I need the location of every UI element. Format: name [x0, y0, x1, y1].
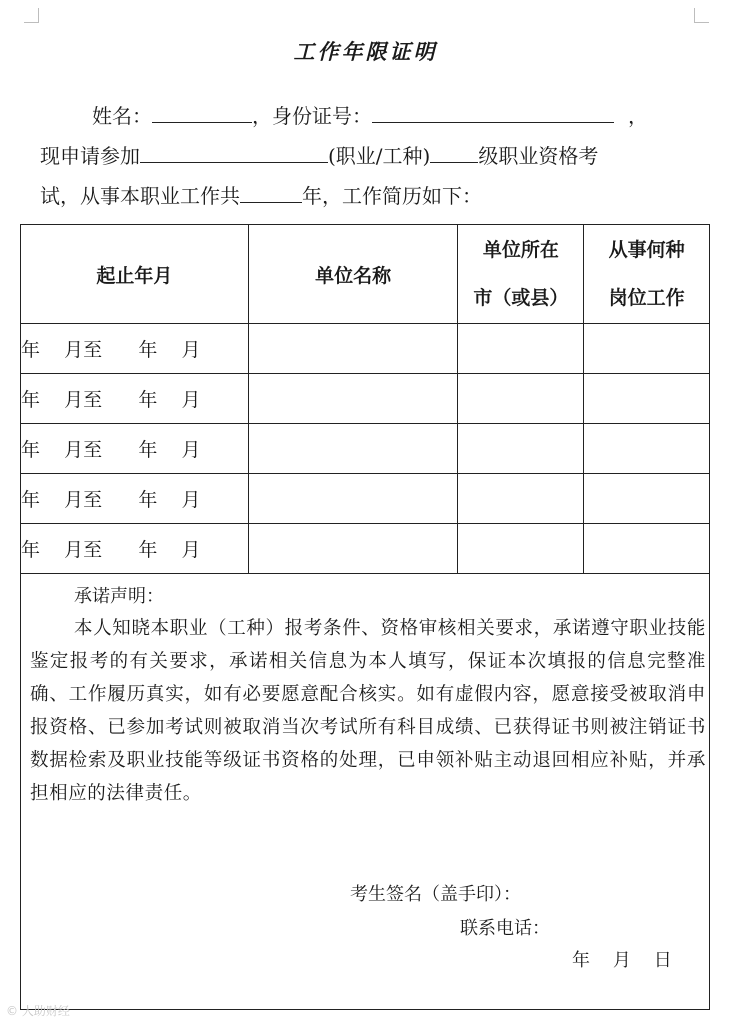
position-cell[interactable]: [584, 524, 710, 574]
level-blank[interactable]: [430, 142, 478, 163]
signature-label: 考生签名（盖手印）：: [350, 884, 521, 905]
document-title: 工作年限证明: [293, 39, 438, 64]
name-label: 姓名：: [92, 104, 152, 128]
years-blank[interactable]: [240, 182, 302, 203]
years-label: 试，从事本职业工作共: [40, 184, 240, 208]
commitment-title: 承诺声明：: [74, 586, 164, 607]
id-label: ，身份证号：: [252, 104, 372, 128]
date-range-cell[interactable]: 年 月至 年 月: [21, 424, 249, 474]
table-row: [21, 474, 710, 524]
header-position-line1: 从事何种: [608, 239, 685, 261]
date-label: 年 月 日: [572, 950, 672, 971]
occupation-label: (职业/工种): [328, 144, 431, 168]
unit-city-cell[interactable]: [458, 524, 584, 574]
name-blank[interactable]: [152, 102, 252, 123]
date-range-cell[interactable]: 年 月至 年 月: [21, 524, 249, 574]
position-cell[interactable]: [584, 324, 710, 374]
unit-name-cell[interactable]: [248, 474, 458, 524]
position-cell[interactable]: [584, 424, 710, 474]
unit-name-cell[interactable]: [248, 374, 458, 424]
unit-city-cell[interactable]: [458, 324, 584, 374]
table-row: [21, 524, 710, 574]
apply-label: 现申请参加: [40, 144, 140, 168]
date-range-cell[interactable]: 年 月至 年 月: [21, 374, 249, 424]
work-history-table: [20, 224, 710, 574]
phone-label: 联系电话：: [460, 918, 550, 939]
table-row: [21, 374, 710, 424]
intro-line-2: [40, 140, 598, 169]
unit-name-cell[interactable]: [248, 324, 458, 374]
level-label: 级职业资格考: [478, 144, 599, 168]
header-unit-name: 单位名称: [248, 225, 458, 324]
intro-line-1: [92, 100, 648, 129]
header-period: 起止年月: [21, 225, 249, 324]
date-range-cell[interactable]: 年 月至 年 月: [21, 324, 249, 374]
resume-label: 年，工作简历如下：: [302, 184, 482, 208]
header-unit-city-line2: 市（或县）: [473, 287, 569, 309]
unit-name-cell[interactable]: [248, 524, 458, 574]
table-row: [21, 424, 710, 474]
unit-city-cell[interactable]: [458, 374, 584, 424]
commitment-body: 本人知晓本职业（工种）报考条件、资格审核相关要求，承诺遵守职业技能鉴定报考的有关要求，承诺相关信息为本人填写，保证本次填报的信息完整准确、工作履历真实，如有必要愿意配合核实。如有虚假内容，愿意接受被取消申报资格、已参加考试则被取消当次考试所有科目成绩、已获得证书则被注销证书数据检索及职业技能等级证书资格的处理，已申领补贴主动退回相应补贴，并承担相应的法律责任。: [30, 618, 706, 804]
page-corner-mark: [24, 8, 39, 23]
table-row: [21, 324, 710, 374]
header-position-line2: 岗位工作: [608, 287, 685, 309]
comma: ，: [628, 104, 648, 128]
id-blank[interactable]: [372, 102, 614, 123]
table-header-row: [21, 225, 710, 324]
date-range-cell[interactable]: 年 月至 年 月: [21, 474, 249, 524]
header-unit-city: [458, 225, 584, 324]
header-position: [584, 225, 710, 324]
watermark: © 人助财经: [6, 1004, 70, 1018]
intro-line-3: [40, 180, 482, 209]
position-cell[interactable]: [584, 374, 710, 424]
page-corner-mark: [694, 8, 709, 23]
unit-city-cell[interactable]: [458, 474, 584, 524]
position-cell[interactable]: [584, 474, 710, 524]
occupation-blank[interactable]: [140, 142, 328, 163]
header-unit-city-line1: 单位所在: [482, 239, 559, 261]
unit-name-cell[interactable]: [248, 424, 458, 474]
unit-city-cell[interactable]: [458, 424, 584, 474]
